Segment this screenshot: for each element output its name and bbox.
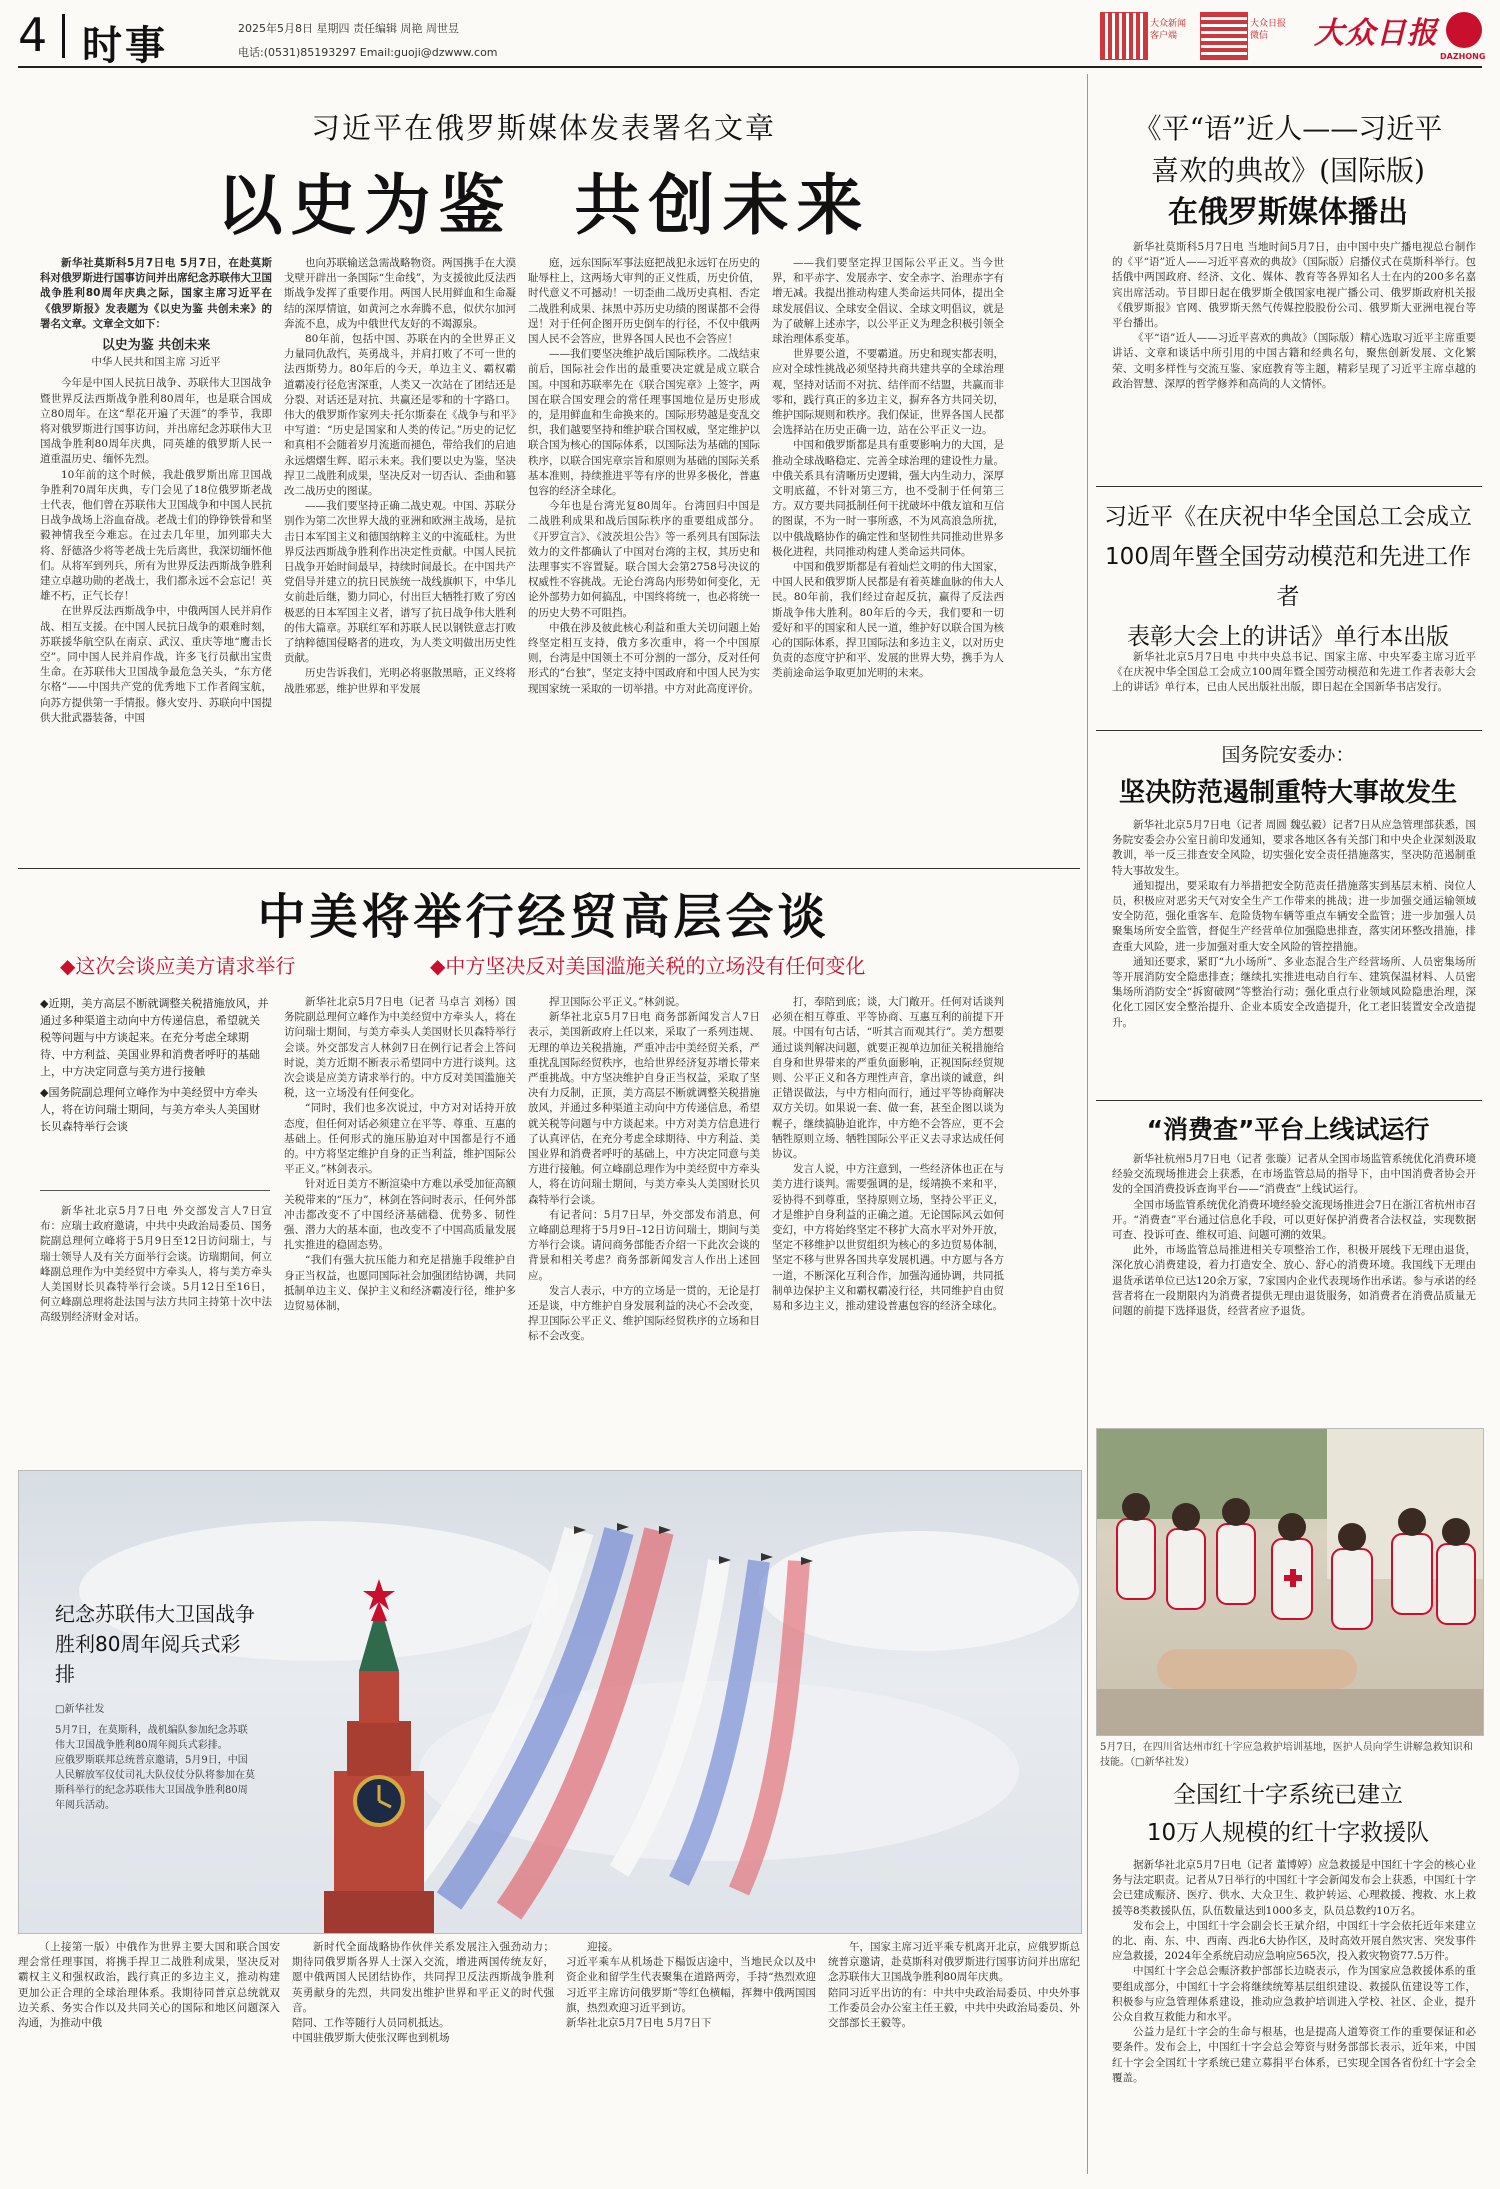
lead-headline: 以史为鉴 共创未来	[216, 167, 871, 244]
right-rule-3	[1096, 1100, 1482, 1101]
bottom-column-1: （上接第一版）中俄作为世界主要大国和联合国安理会常任理事国，将携手捍卫二战胜利成果，坚决反对霸权主义和强权政治，践行真正的多边主义，推动构建更加公正合理的全球治理体系。我期待同普京总统就双边关系、务实合作以及共同关心的国际和地区问题深入沟通，为推动中俄	[18, 1941, 280, 2030]
lead-column-4: ——我们要坚定捍卫国际公平正义。当今世界，和平赤字、发展赤字、安全赤字、治理赤字有增无减。我提出推动构建人类命运共同体，提出全球发展倡议、全球安全倡议、全球文明倡议，就是为了破解上述赤字，以公平正义为理念积极引领全球治理体系变革。 世界要公道，不要霸道。历史和现实都表明，应对全球性挑战必须坚持共商共建共享的全球治理观，坚持对话而不对抗、结伴而不结盟，共赢而非零和，践行真正的多边主义，摒弃各方共同关切，维护国际规则和秩序。我们保证，世界各国人民都会选择站在历史正确一边，站在公平正义一边。 中国和俄罗斯都是具有重要影响力的大国，是推动全球战略稳定、完善全球治理的建设性力量。中俄关系具有清晰历史逻辑，强大内生动力，深厚文明底蕴，不针对第三方，也不受制于任何第三方。双方要共同抵制任何干扰破坏中俄友谊和互信的图谋，不为一时一事所惑，不为风高浪急所扰，以中俄战略协作的确定性和坚韧性共同推动世界多极化进程，共同推动构建人类命运共同体。 中国和俄罗斯都是有着灿烂文明的伟大国家，中国人民和俄罗斯人民都是有着英雄血脉的伟大人民。80年前，我们经过奋起反抗，赢得了反法西斯战争伟大胜利。80年后的今天，我们要和一切爱好和平的国家和人民一道，维护好以联合国为核心的国际体系，捍卫国际法和多边主义，以对历史负责的态度守护和平、发展的世界大势，携手为人类前途命运争取更加光明的未来。	[772, 257, 1004, 680]
photo1-caption-box	[55, 1599, 255, 1813]
story2-title: 习近平《在庆祝中华全国总工会成立 100周年暨全国劳动模范和先进工作者 表彰大会上的讲话》单行本出版	[1104, 504, 1472, 650]
logo-english: DAZHONG	[1440, 52, 1486, 61]
summary-item: ◆国务院副总理何立峰作为中美经贸中方牵头人，将在访问瑞士期间，与美方牵头人美国财长贝森特举行会谈	[40, 1086, 260, 1133]
lead-column-1: 新华社莫斯科5月7日电 5月7日，在赴莫斯科对俄罗斯进行国事访问并出席纪念苏联伟大卫国战争胜利80周年庆典之际，国家主席习近平在《俄罗斯报》发表题为《以史为鉴 共创未来》的署名文章。文章全文如下： 以史为鉴 共创未来 中华人民共和国主席 习近平 今年是中国人民抗日战争、苏联伟大卫国战争暨世界反法西斯战争胜利80周年，也是联合国成立80周年。在这“犁花开遍了天涯”的季节，我即将对俄罗斯进行国事访问，并出席纪念苏联伟大卫国战争胜利80周年庆典，同英雄的俄罗斯人民一道重温历史、缅怀先烈。 10年前的这个时候，我赴俄罗斯出席卫国战争胜利70周年庆典，专门会见了18位俄罗斯老战士代表，他们曾在苏联伟大卫国战争和中国人民抗日战争战场上浴血奋战。老战士们的铮铮铁骨和坚毅神情我至今难忘。在过去几年里，加列耶夫大将、舒德洛少将等老战士先后离世，我深切缅怀他们。从将军到列兵，所有为世界反法西斯战争胜利建立卓越功勋的老战士，我们都永远不会忘记！英雄不朽，正气长存！ 在世界反法西斯战争中，中俄两国人民并肩作战、相互支援。在中国人民抗日战争的艰难时刻，苏联援华航空队在南京、武汉、重庆等地“鹰击长空”。同中国人民并肩作战，许多飞行员献出宝贵生命。在苏联伟大卫国战争最危急关头，“东方佬尔格”——中国共产党的优秀地下工作者阎宝航，向苏方提供第一手情报。修火安丹、苏联向中国提供大批武器装备，中国	[40, 257, 272, 724]
training-scene	[1097, 1429, 1483, 1735]
trade-column-4: 打，奉陪到底；谈，大门敞开。任何对话谈判必须在相互尊重、平等协商、互惠互利的前提下开展。中国有句古话，“听其言而观其行”。美方想要通过谈判解决问题，就要正视单边加征关税措施给自身和世界带来的严重负面影响，正视国际经贸规则、公平正义和各方理性声音，拿出谈的诚意，纠正错误做法，与中方相向而行，通过平等协商解决双方关切。如果说一套、做一套，甚至企图以谈为幌子，继续搞胁迫讹诈，中方绝不会答应，更不会牺牲原则立场、牺牲国际公平正义去寻求达成任何协议。 发言人说，中方注意到，一些经济体也正在与美方进行谈判。需要强调的是，绥靖换不来和平，妥协得不到尊重，坚持原则立场，坚持公平正义，才是维护自身利益的正确之道。无论国际风云如何变幻，中方将始终坚定不移扩大高水平对外开放，坚定不移维护以世贸组织为核心的多边贸易体制，坚定不移与世界各国共享发展机遇。中方愿与各方一道，不断深化互利合作，加强沟通协调，共同抵制单边保护主义和霸权霸凌行径，共同维护自由贸易和多边主义，推动建设普惠包容的经济全球化。	[772, 996, 1004, 1313]
inner-byline: 中华人民共和国主席 习近平	[91, 356, 221, 369]
red-cross-photo	[1096, 1428, 1484, 1736]
qr-code-wechat[interactable]	[1200, 12, 1248, 60]
header-rule	[18, 66, 1482, 68]
trade-column-1: 新华社北京5月7日电 外交部发言人7日宣布：应瑞士政府邀请，中共中央政治局委员、国务院副总理何立峰将于5月9日至12日访问瑞士，与瑞士领导人及有关方面举行会谈。访瑞期间，何立峰副总理作为中美经贸中方牵头人，将与美方牵头人美国财长贝森特举行会谈。5月12日至16日，何立峰副总理将赴法国与法方共同主持第十次中法高级别经济财金对话。	[40, 1205, 272, 1324]
page-number: 4	[18, 8, 48, 62]
red-cross-photo-caption: 5月7日，在四川省达州市红十字应急救护培训基地，医护人员向学生讲解急救知识和技能。（□新华社发）	[1100, 1742, 1473, 1768]
section-divider	[62, 14, 65, 58]
story2-body: 新华社北京5月7日电 中共中央总书记、国家主席、中央军委主席习近平《在庆祝中华全国总工会成立100周年暨全国劳动模范和先进工作者表彰大会上的讲话》单行本，已由人民出版社出版，即日起在全国新华书店发行。	[1112, 651, 1476, 694]
story4-body: 新华社杭州5月7日电（记者 张璇）记者从全国市场监管系统优化消费环境经验交流现场推进会上获悉，在市场监管总局的指导下，由中国消费者协会开发的全国消费投诉查询平台——“消费查”上线试运行。 全国市场监管系统优化消费环境经验交流现场推进会7日在浙江省杭州市召开。“消费查”平台通过信息化手段，可以更好保护消费者合法权益，实现数据可查、投诉可查、维权可追、问题可溯的效果。 此外，市场监管总局推进相关专项整治工作，积极开展线下无理由退货，深化放心消费建设，着力打造安全、放心、舒心的消费环境。我国线下无理由退货承诺单位已达120余万家，7家国内企业代表现场作出承诺。参与承诺的经营者将在一段期限内为消费者提供无理由退货服务，如消费者在消费品质量无问题的前提下选择退货，经营者应予退货。	[1112, 1153, 1476, 1318]
trade-subhead-2: ◆中方坚决反对美国滥施关税的立场没有任何变化	[430, 954, 866, 978]
story3-body: 新华社北京5月7日电（记者 周圆 魏弘毅）记者7日从应急管理部获悉，国务院安委会办公室日前印发通知，要求各地区各有关部门和中央企业深刻汲取教训，举一反三排查安全风险，切实强化安全责任措施落实，坚决防范遏制重特大事故发生。 通知提出，要采取有力举措把安全防范责任措施落实到基层末梢、岗位人员，积极应对恶劣天气对安全生产工作带来的挑战；进一步加强交通运输领域安全防范，强化重客车、危险货物车辆等重点车辆安全监管；进一步加强人员聚集场所安全监管，督促生产经营单位加强隐患排查，落实闭环整改措施，排查重大风险，进一步加强对重大安全风险的管控措施。 通知还要求，紧盯“九小场所”、多业态混合生产经营场所、人员密集场所等开展消防安全隐患排查；继续扎实推进电动自行车、建筑保温材料、人员密集场所消防安全“拆窗破网”等整治行动；强化重点行业领域风险隐患治理，深化化工园区安全整治提升、企业本质安全改造提升，化工老旧装置安全改造提升。	[1112, 819, 1476, 1029]
trade-column-3: 捍卫国际公平正义。”林剑说。 新华社北京5月7日电 商务部新闻发言人7日表示，美国新政府上任以来，采取了一系列违规、无理的单边关税措施，严重冲击中美经贸关系，严重扰乱国际经贸秩序，也给世界经济复苏增长带来严重挑战。中方坚决维护自身正当权益，采取了坚决有力反制，正顶，美方高层不断就调整关税措施放风，并通过多种渠道主动向中方传递信息，希望就关税等问题与中方谈起来。中方对美方信息进行了认真评估，在充分考虑全球期待、中方利益、美国业界和消费者呼吁的基础上，中方决定同意与美方进行接触。何立峰副总理作为中美经贸中方牵头人，将在访问瑞士期间，与美方牵头人美国财长贝森特举行会谈。 有记者问：5月7日早，外交部发布消息，何立峰副总理将于5月9日–12日访问瑞士，期间与美方举行会谈。请问商务部能否介绍一下此次会谈的背景和相关考虑？商务部新闻发言人作出上述回应。 发言人表示，中方的立场是一贯的，无论是打还是谈，中方维护自身发展利益的决心不会改变，捍卫国际公平正义、维护国际经贸秩序的立场和目标不会改变。	[528, 996, 760, 1343]
masthead-logo: 大众日报	[1314, 16, 1438, 51]
bottom-column-2: 新时代全面战略协作伙伴关系发展注入强劲动力；期待同俄罗斯各界人士深入交流，增进两国传统友好，愿中俄两国人民团结协作，共同捍卫反法西斯战争胜利英勇献身的先烈，共同发出维护世界和平正义的时代强音。 陪同、工作等随行人员同机抵达。 中国驻俄罗斯大使张汉晖也到机场	[292, 1941, 554, 2045]
photo1-caption-title: 胜利80周年阅兵式彩排	[55, 1632, 241, 1686]
photo1-credit: □新华社发	[55, 1704, 105, 1715]
bottom-column-3: 迎接。 习近平乘车从机场赴下榻饭店途中，当地民众以及中资企业和留学生代表聚集在道路两旁，手持“热烈欢迎习近平主席访问俄罗斯”等红色横幅，挥舞中俄两国国旗，热烈欢迎习近平到访。 新华社北京5月7日电 5月7日下	[566, 1941, 816, 2030]
trade-headline: 中美将举行经贸高层会谈	[257, 889, 830, 945]
contact-line: 电话:(0531)85193297 Email:guoji@dzwww.com	[238, 46, 498, 59]
qr-label-client: 大众新闻 客户端	[1150, 19, 1187, 41]
lead-column-2: 也向苏联输送急需战略物资。两国携手在大漠戈壁开辟出一条国际“生命线”，为支援彼此反法西斯战争发挥了重要作用。两国人民用鲜血和生命凝结的深厚情谊，如黄河之水奔腾不息，似伏尔加河奔流不息，成为中俄世代友好的不竭源泉。 80年前，包括中国、苏联在内的全世界正义力量同仇敌忾，英勇战斗，并肩打败了不可一世的法西斯势力。80年后的今天，单边主义、霸权霸道霸凌行径危害深重，人类又一次站在了团结还是分裂、对话还是对抗、共赢还是零和的十字路口。伟大的俄罗斯作家列夫·托尔斯泰在《战争与和平》中写道：“历史是国家和人类的传记。”历史的记忆和真相不会随着岁月流逝而褪色，带给我们的启迪永远熠熠生辉、昭示未来。我们要以史为鉴，坚决捍卫二战胜利成果，坚决反对一切否认、歪曲和篡改二战历史的图谋。 ——我们要坚持正确二战史观。中国、苏联分别作为第二次世界大战的亚洲和欧洲主战场，是抗击日本军国主义和德国纳粹主义的中流砥柱。为世界反法西斯战争胜利作出决定性贡献。中国人民抗日战争开始时间最早，持续时间最长。在中国共产党倡导并建立的抗日民族统一战线旗帜下，中华儿女前赴后继，勠力同心，付出巨大牺牲打败了穷凶极恶的日本军国主义者，谱写了抗日战争伟大胜利的伟大篇章。苏联红军和苏联人民以钢铁意志打败了纳粹德国侵略者的进攻，为人类文明做出历史性贡献。 历史告诉我们，光明必将驱散黑暗，正义终将战胜邪恶，维护世界和平发展	[284, 257, 516, 695]
trade-summary-box	[40, 995, 270, 1191]
trade-column-2: 新华社北京5月7日电（记者 马卓言 刘杨）国务院副总理何立峰作为中美经贸中方牵头人，将在访问瑞士期间，与美方牵头人美国财长贝森特举行会谈。外交部发言人林剑7日在例行记者会上答问时说，美方近期不断表示希望同中方进行谈判。这次会谈是应美方请求举行的。中方反对美国滥施关税，这一立场没有任何变化。 “同时，我们也多次说过，中方对对话持开放态度，但任何对话必须建立在平等、尊重、互惠的基础上。任何形式的施压胁迫对中国都是行不通的。中方将坚定维护自身的正当利益，维护国际公平正义。”林剑表示。 针对近日美方不断渲染中方难以承受加征高额关税带来的“压力”，林剑在答问时表示，任何外部冲击都改变不了中国经济基础稳、优势多、韧性强、潜力大的基本面，也改变不了中国高质量发展扎实推进的稳固态势。 “我们有强大抗压能力和充足措施手段维护自身正当权益，也愿同国际社会加强团结协调，共同抵制单边主义、保护主义和经济霸凌行径，维护多边贸易体制，	[284, 996, 516, 1313]
date-line: 2025年5月8日 星期四 责任编辑 周艳 周世昱	[238, 22, 459, 35]
photo1-caption-title: 纪念苏联伟大卫国战争	[55, 1602, 255, 1626]
right-rule-2	[1096, 730, 1482, 731]
photo1-caption-text: 5月7日，在莫斯科，战机编队参加纪念苏联伟大卫国战争胜利80周年阅兵式彩排。 应俄罗斯联邦总统普京邀请，5月9日，中国人民解放军仪仗司礼大队仪仗分队将参加在莫斯科举行的纪念苏联伟大卫国战争胜利80周年阅兵活动。	[55, 1725, 255, 1811]
qr-label-wechat: 大众日报 微信	[1250, 19, 1287, 41]
story5-body: 据新华社北京5月7日电（记者 董博婷）应急救援是中国红十字会的核心业务与法定职责。记者从7日举行的中国红十字会新闻发布会上获悉，中国红十字会已建成赈济、医疗、供水、大众卫生、救护转运、心理救援、搜救、水上救援等8类救援队伍，队伍数量达到1000多支，队员总数约10万名。 发布会上，中国红十字会副会长王斌介绍，中国红十字会依托近年来建立的北、南、东、中、西南、西北6大协作区，及时高效开展自然灾害、突发事件应急救援，2024年全系统启动应急响应565次，投入救灾物资77.5万件。 中国红十字会总会赈济救护部部长边晓表示，作为国家应急救援体系的重要组成部分，中国红十字会将继续统筹基层组织建设、救援队伍建设等工作，积极参与应急管理体系建设，推动应急救护培训进入学校、社区、企业，提升公众自救互救能力和水平。 公益力是红十字会的生命与根基，也是提高人道筹资工作的重要保证和必要条件。发布会上，中国红十字会总会筹资与财务部部长表示，近年来，中国红十字会全国红十字系统已建立募捐平台体系，已实现全国各省份红十字会全覆盖。	[1112, 1859, 1476, 2084]
story1-body: 新华社莫斯科5月7日电 当地时间5月7日，由中国中央广播电视总台制作的《平“语”近人——习近平喜欢的典故》（国际版）启播仪式在莫斯科举行。包括俄中两国政府、经济、文化、媒体、教育等各界知名人士在内的200多名嘉宾出席活动。节目即日起在俄罗斯全俄国家电视广播公司、俄罗斯政府机关报《俄罗斯报》官网、俄罗斯天然气传媒控股股份公司、俄罗斯大亚洲电视台等平台播出。 《平“语”近人——习近平喜欢的典故》（国际版）精心选取习近平主席重要讲话、文章和谈话中所引用的中国古籍和经典名句，聚焦创新发展、文化繁荣、文明多样性与交流互鉴、家庭教育等主题，精彩呈现了习近平主席卓越的政治智慧、深厚的哲学修养和高尚的人文情怀。	[1112, 241, 1476, 390]
story3-kicker: 国务院安委办：	[1221, 744, 1355, 766]
logo-emblem-icon	[1446, 12, 1482, 48]
story3-title: 坚决防范遏制重特大事故发生	[1118, 778, 1457, 808]
lead-bottom-rule	[18, 868, 1080, 869]
qr-code-client[interactable]	[1100, 12, 1148, 60]
story1-title: 《平“语”近人——习近平 喜欢的典故》(国际版) 在俄罗斯媒体播出	[1133, 112, 1443, 230]
story4-title: “消费查”平台上线试运行	[1146, 1115, 1430, 1144]
lead-column-3: 庭，远东国际军事法庭把战犯永远钉在历史的耻辱柱上，这两场大审判的正义性质，历史价值，时代意义不可撼动！一切歪曲二战历史真相、否定二战胜利成果、抹黑中苏历史功绩的图谋都不会得逞！对于任何企图开历史倒车的行径，不仅中俄两国人民不会答应，世界各国人民也不会答应！ ——我们要坚决维护战后国际秩序。二战结束前后，国际社会作出的最重要决定就是成立联合国。中国和苏联率先在《联合国宪章》上签字，两国在联合国安理会的常任理事国地位是历史形成的，是用鲜血和生命换来的。国际形势越是变乱交织，我们越要坚持和维护联合国权威，坚定维护以联合国为核心的国际体系，以国际法为基础的国际秩序，以联合国宪章宗旨和原则为基础的国际关系基本准则，持续推进平等有序的世界多极化，普惠包容的经济全球化。 今年也是台湾光复80周年。台湾回归中国是二战胜利成果和战后国际秩序的重要组成部分。《开罗宣言》、《波茨坦公告》等一系列具有国际法效力的文件都确认了中国对台湾的主权，其历史和法理事实不容置疑。联合国大会第2758号决议的权威性不容挑战。无论台湾岛内形势如何变化，无论外部势力如何搞乱，中国终将统一，也必将统一的历史大势不可阻挡。 中俄在涉及彼此核心利益和重大关切问题上始终坚定相互支持，俄方多次重申，将一个中国原则，台湾是中国领土不可分割的一部分，反对任何形式的“台独”，坚定支持中国政府和中国人民为实现国家统一采取的一切举措。中方对此高度评价。	[528, 257, 760, 695]
summary-item: ◆近期，美方高层不断就调整关税措施放风，并通过多种渠道主动向中方传递信息，希望就关税等问题与中方谈起来。在充分考虑全球期待、中方利益、美国业界和消费者呼吁的基础上，中方决定同意与美方进行接触	[40, 997, 269, 1078]
section-title: 时事	[82, 23, 168, 69]
bottom-column-4: 午，国家主席习近平乘专机离开北京，应俄罗斯总统普京邀请，赴莫斯科对俄罗斯进行国事访问并出席纪念苏联伟大卫国战争胜利80周年庆典。 陪同习近平出访的有：中共中央政治局委员、中央外事工作委员会办公室主任王毅，中共中央政治局委员、外交部部长王毅等。	[828, 1941, 1080, 2030]
parade-photo	[18, 1470, 1082, 1934]
trade-subhead-1: ◆这次会谈应美方请求举行	[60, 954, 296, 978]
inner-title: 以史为鉴 共创未来	[101, 338, 211, 354]
column-separator	[1087, 74, 1088, 2174]
right-rule-1	[1096, 486, 1482, 487]
story5-title: 全国红十字系统已建立 10万人规模的红十字救援队	[1146, 1782, 1430, 1846]
lead-kicker: 习近平在俄罗斯媒体发表署名文章	[310, 111, 776, 145]
